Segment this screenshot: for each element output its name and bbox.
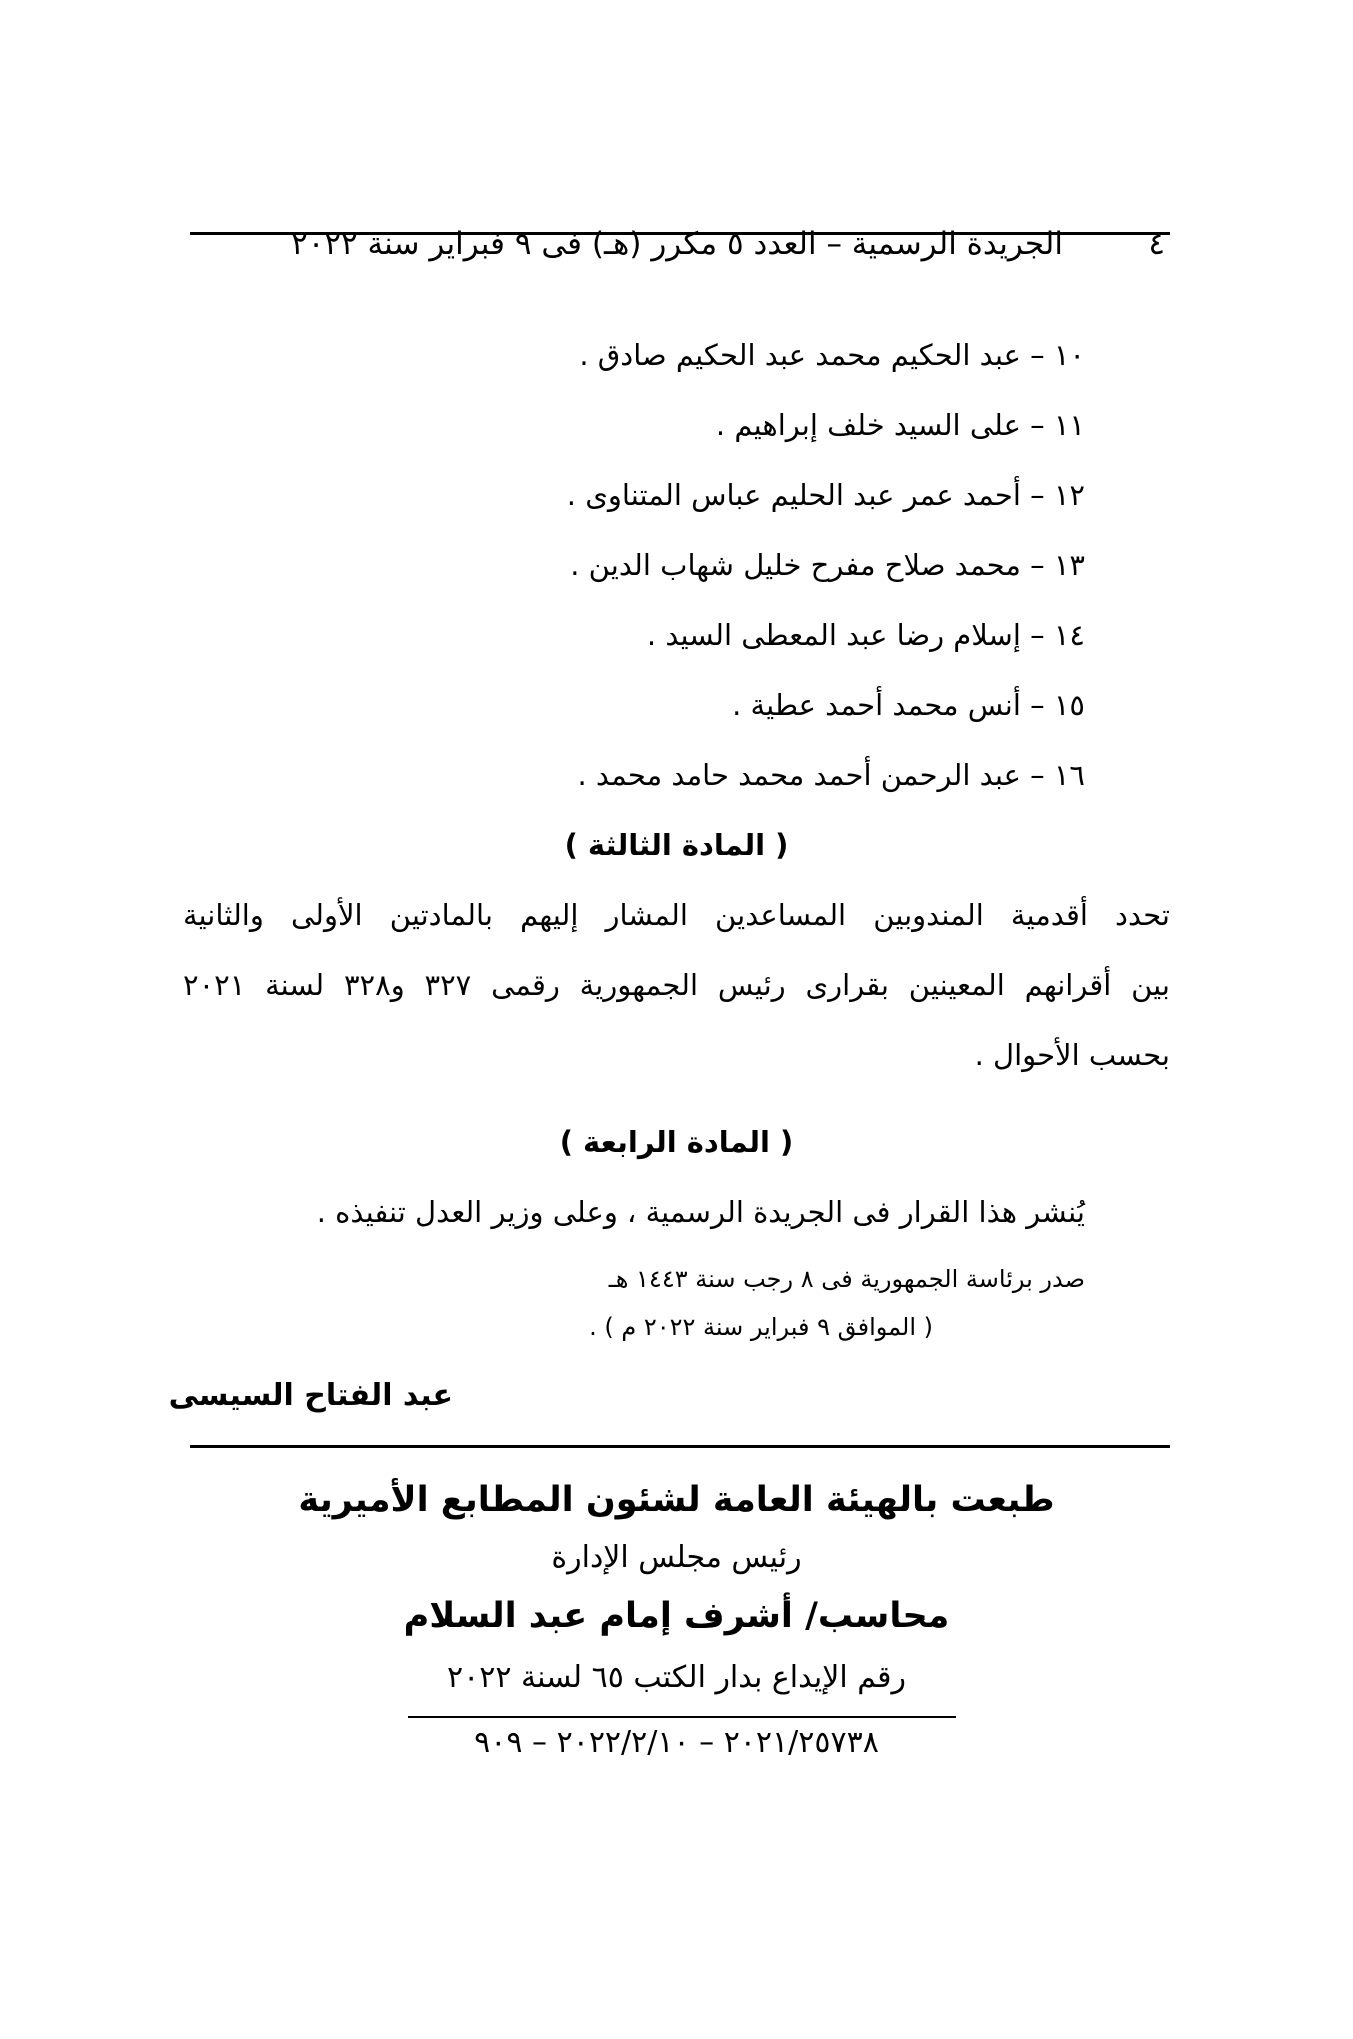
article3-line-2: بين أقرانهم المعينين بقرارى رئيس الجمهورية رقمى ٣٢٧ و٣٢٨ لسنة ٢٠٢١: [183, 968, 1170, 1002]
article4-text: يُنشر هذا القرار فى الجريدة الرسمية ، وعلى وزير العدل تنفيذه .: [316, 1195, 1085, 1229]
list-item: ١٠ – عبد الحكيم محمد عبد الحكيم صادق .: [579, 338, 1085, 372]
page-number: ٤: [1148, 226, 1165, 262]
header-divider: [190, 232, 1170, 235]
article4-heading: ( المادة الرابعة ): [559, 1125, 794, 1159]
article3-line-1: تحدد أقدمية المندوبين المساعدين المشار إليهم بالمادتين الأولى والثانية: [183, 898, 1170, 932]
chairman-name: محاسب/ أشرف إمام عبد السلام: [403, 1596, 950, 1636]
gazette-header-title: الجريدة الرسمية – العدد ٥ مكرر (هـ) فى ٩ فبراير سنة ٢٠٢٢: [291, 226, 1063, 262]
list-item: ١٢ – أحمد عمر عبد الحليم عباس المتناوى .: [566, 478, 1085, 512]
article3-line-3: بحسب الأحوال .: [974, 1038, 1170, 1072]
list-item: ١٣ – محمد صلاح مفرح خليل شهاب الدين .: [570, 548, 1085, 582]
issued-line-1: صدر برئاسة الجمهورية فى ٨ رجب سنة ١٤٤٣ هـ: [608, 1265, 1085, 1293]
signature: عبد الفتاح السيسى: [168, 1378, 453, 1413]
print-codes: ٢٠٢١/٢٥٧٣٨ – ٢٠٢٢/٢/١٠ – ٩٠٩: [474, 1725, 879, 1760]
chairman-title: رئيس مجلس الإدارة: [551, 1540, 802, 1575]
footer-short-divider: [408, 1716, 956, 1718]
list-item: ١١ – على السيد خلف إبراهيم .: [715, 408, 1085, 442]
deposit-number: رقم الإيداع بدار الكتب ٦٥ لسنة ٢٠٢٢: [447, 1660, 906, 1695]
article3-heading: ( المادة الثالثة ): [564, 828, 789, 862]
printer-name: طبعت بالهيئة العامة لشئون المطابع الأميرية: [298, 1480, 1055, 1520]
list-item: ١٦ – عبد الرحمن أحمد محمد حامد محمد .: [577, 758, 1085, 792]
issued-line-2: ( الموافق ٩ فبراير سنة ٢٠٢٢ م ) .: [589, 1313, 933, 1341]
list-item: ١٥ – أنس محمد أحمد عطية .: [732, 688, 1085, 722]
list-item: ١٤ – إسلام رضا عبد المعطى السيد .: [646, 618, 1085, 652]
footer-divider: [190, 1445, 1170, 1448]
